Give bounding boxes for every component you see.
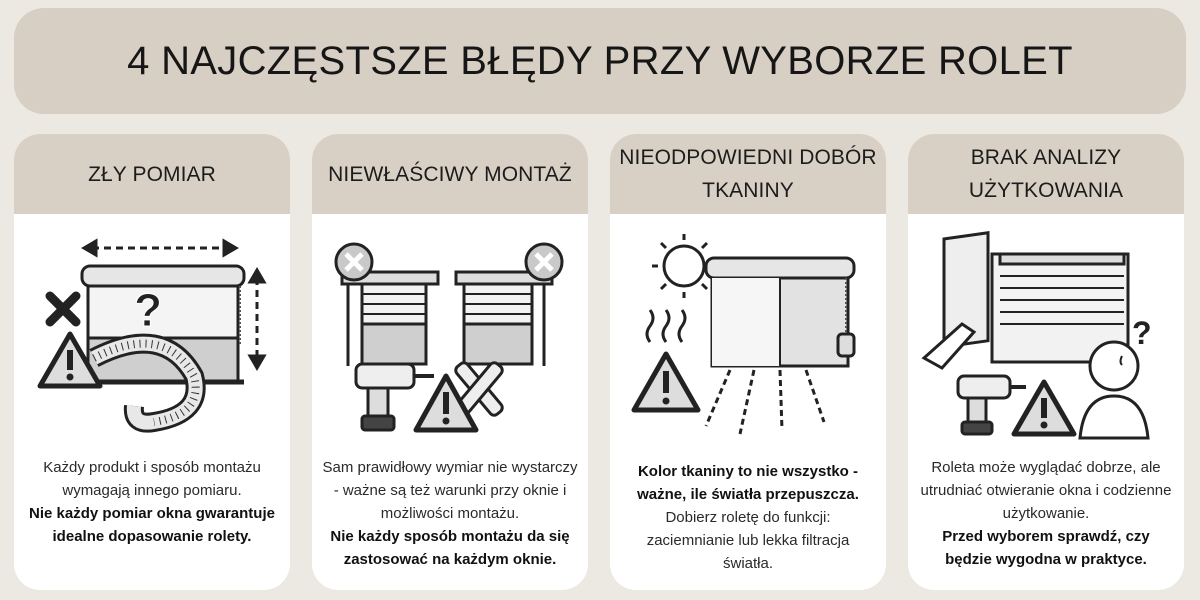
card-illustration <box>14 226 290 476</box>
card-wrong-fabric <box>610 134 886 590</box>
card-description <box>322 456 578 571</box>
card-text-bold: Przed wyborem sprawdź, czy będzie wygodna w praktyce. <box>942 528 1150 568</box>
drill-icon <box>958 376 1026 434</box>
svg-text:?: ? <box>1132 315 1152 351</box>
title-banner <box>14 8 1186 114</box>
card-illustration <box>312 226 588 476</box>
warning-icon <box>1014 382 1074 434</box>
cross-circle-icon <box>526 244 562 280</box>
card-illustration <box>908 226 1184 476</box>
card-text-bold: Kolor tkaniny to nie wszystko - ważne, ile światła przepuszcza. <box>637 463 859 503</box>
blind-icon <box>456 272 552 366</box>
roller-blind-icon <box>82 266 244 382</box>
card-no-usage-analysis <box>908 134 1184 590</box>
card-heading: BRAK ANALIZY UŻYTKOWANIA <box>908 134 1184 214</box>
card-wrong-installation <box>312 134 588 590</box>
open-window-icon <box>944 233 1128 362</box>
page-title: 4 NAJCZĘSTSZE BŁĘDY PRZY WYBORZE ROLET <box>127 38 1073 83</box>
card-bad-measurement <box>14 134 290 590</box>
card-text-normal: Dobierz roletę do funkcji: zaciemnianie lub lekka filtracja światła. <box>646 509 850 572</box>
width-arrow-icon <box>84 241 236 255</box>
cross-icon <box>50 296 76 322</box>
roller-blind-icon <box>706 258 854 366</box>
card-text-normal: Każdy produkt i sposób montażu wymagają innego pomiaru. <box>43 459 261 499</box>
warning-icon <box>634 354 698 410</box>
card-heading: NIEODPOWIEDNI DOBÓR TKANINY <box>610 134 886 214</box>
question-mark-icon <box>1132 315 1152 351</box>
question-mark-icon <box>134 284 162 336</box>
light-rays-icon <box>706 370 824 434</box>
card-illustration <box>610 226 886 476</box>
card-heading: ZŁY POMIAR <box>14 134 290 214</box>
card-text-bold: Nie każdy pomiar okna gwarantuje idealne dopasowanie rolety. <box>29 505 275 545</box>
card-text-normal: Sam prawidłowy wymiar nie wystarczy - ważne są też warunki przy oknie i możliwości montażu. <box>322 459 578 522</box>
card-description <box>620 460 876 575</box>
blind-icon <box>342 272 438 366</box>
card-description <box>918 456 1174 571</box>
svg-text:?: ? <box>134 284 163 336</box>
card-text-bold: Nie każdy sposób montażu da się zastosować na każdym oknie. <box>330 528 570 568</box>
heat-wave-icon <box>647 310 685 342</box>
card-text-normal: Roleta może wyglądać dobrze, ale utrudniać otwieranie okna i codzienne użytkowanie. <box>920 459 1172 522</box>
cross-circle-icon <box>336 244 372 280</box>
card-description <box>24 456 280 548</box>
height-arrow-icon <box>250 270 264 368</box>
card-heading: NIEWŁAŚCIWY MONTAŻ <box>312 134 588 214</box>
